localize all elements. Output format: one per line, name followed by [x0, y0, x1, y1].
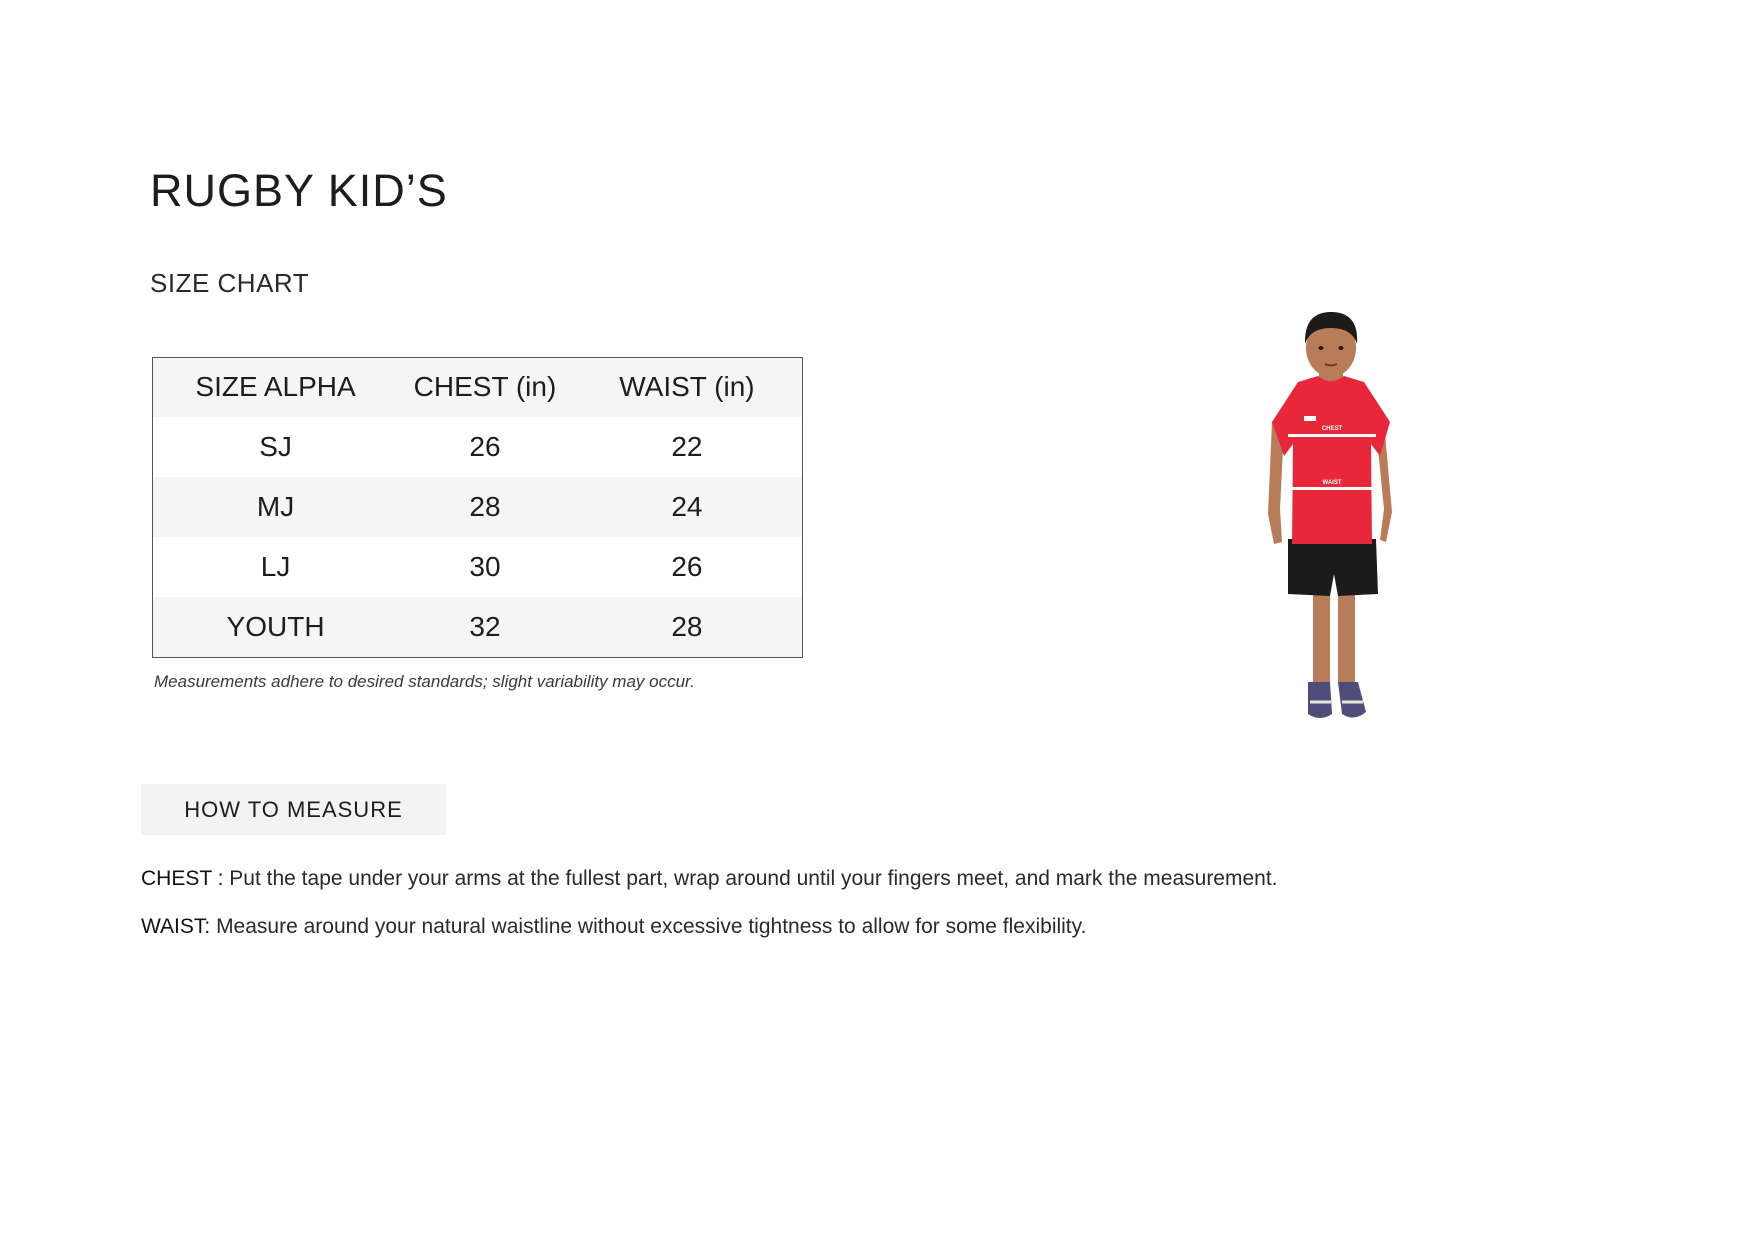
left-leg	[1313, 589, 1330, 689]
cell-waist: 24	[671, 490, 703, 522]
page-title: RUGBY KID’S	[150, 165, 448, 216]
cell-waist: 22	[671, 430, 703, 462]
header-chest: CHEST (in)	[413, 371, 557, 403]
shirt	[1272, 376, 1390, 544]
table-header-row	[153, 358, 803, 417]
chest-instruction-text: Put the tape under your arms at the fullest part, wrap around until your fingers meet, and mark the measurement.	[223, 867, 1278, 890]
cell-chest: 28	[469, 490, 501, 522]
cell-size: YOUTH	[226, 610, 325, 642]
cell-chest: 32	[469, 610, 501, 642]
chest-tape-label: CHEST	[1321, 426, 1343, 432]
table-row	[153, 597, 803, 658]
cell-chest: 30	[469, 550, 501, 582]
table-row	[153, 417, 803, 477]
cell-size: SJ	[259, 430, 292, 462]
right-leg	[1338, 589, 1355, 689]
size-chart-subtitle: SIZE CHART	[150, 268, 310, 298]
kid-model-figure	[1258, 304, 1408, 732]
waist-instruction	[141, 913, 1086, 941]
left-shoe	[1308, 682, 1332, 718]
cell-size: MJ	[256, 490, 295, 522]
size-chart-table	[152, 357, 803, 658]
waist-tape-label: WAIST	[1322, 480, 1342, 486]
chest-instruction	[141, 865, 1278, 893]
how-to-measure-heading: HOW TO MEASURE	[141, 784, 446, 835]
right-shoe	[1338, 682, 1366, 718]
shirt-logo	[1304, 416, 1316, 421]
chest-instruction-label: CHEST :	[141, 867, 224, 890]
header-size-alpha: SIZE ALPHA	[195, 371, 356, 403]
cell-waist: 26	[671, 550, 703, 582]
table-row	[153, 477, 803, 537]
table-row	[153, 537, 803, 597]
shorts	[1288, 539, 1378, 596]
measurement-note: Measurements adhere to desired standards; slight variability may occur.	[154, 672, 695, 691]
waist-instruction-text: Measure around your natural waistline without excessive tightness to allow for some flexibility.	[210, 915, 1087, 938]
cell-size: LJ	[260, 550, 291, 582]
cell-waist: 28	[671, 610, 703, 642]
cell-chest: 26	[469, 430, 501, 462]
waist-instruction-label: WAIST:	[141, 915, 211, 938]
header-waist: WAIST (in)	[619, 371, 755, 403]
